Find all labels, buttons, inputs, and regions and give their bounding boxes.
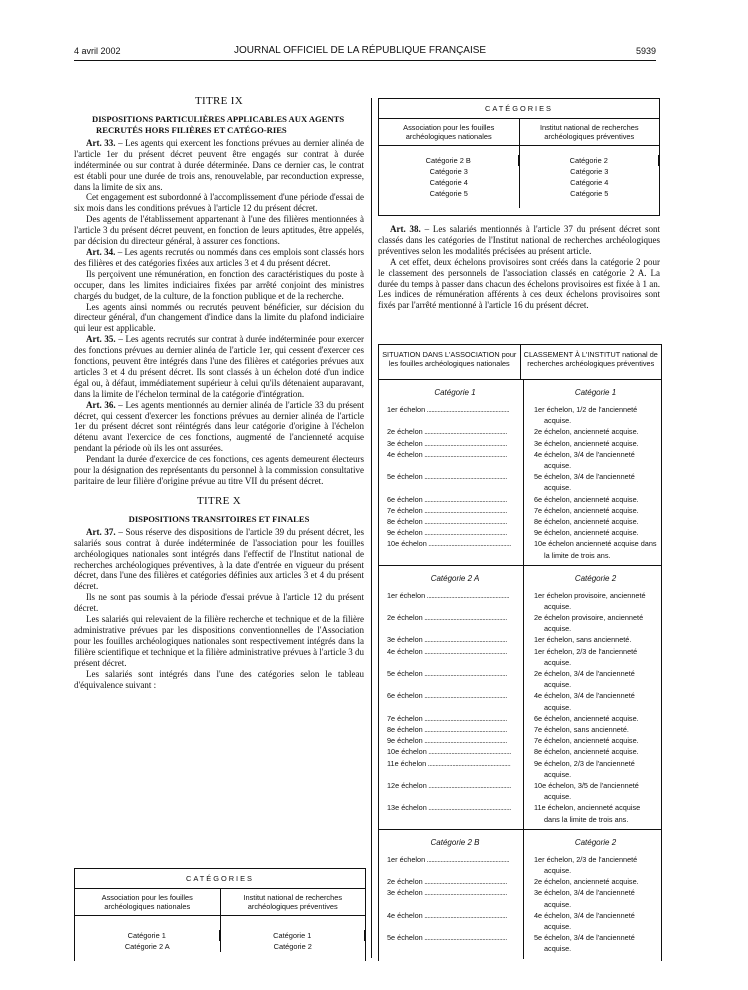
category-value: Catégorie 4 [570, 178, 609, 187]
echelon-section [379, 566, 661, 830]
classement-column [524, 566, 661, 829]
echelon-label: 3e échelon ..... [387, 634, 523, 645]
left-paragraphs-2 [74, 527, 364, 691]
echelon-table [378, 344, 662, 961]
paragraph: Les salariés sont intégrés dans l'une des catégories selon le tableau d'équivalence suivant : [74, 668, 364, 690]
classement-text: 6e échelon, ancienneté acquise. [534, 713, 639, 723]
categories-table-bottom [74, 868, 366, 961]
classement-text: 2e échelon, ancienneté acquise. [534, 427, 639, 437]
echelon-label: 6e échelon ..... [387, 494, 523, 505]
classement-text: 10e échelon, 3/5 de l'ancienneté acquise. [534, 780, 639, 802]
echelon-label: 13e échelon ..... [387, 802, 523, 824]
column-header-right: CLASSEMENT À L'INSTITUT national de recherches archéologiques préventives [523, 350, 658, 368]
category-value: Catégorie 1 [221, 930, 366, 941]
classement-text: 1er échelon, sans ancienneté. [534, 635, 632, 645]
column-values-left [75, 916, 221, 952]
classement-text: 1er échelon, 2/3 de l'ancienneté acquise. [534, 854, 638, 875]
classement-column [524, 380, 661, 565]
category-value: Catégorie 1 [75, 930, 220, 941]
echelon-label: 2e échelon ..... [387, 876, 523, 887]
paragraph: Art. 33. – Les agents qui exercent les fonctions prévues au dernier alinéa de l'article 1er du présent décret peuvent être engagés sur contrat à durée indéterminée ou sur contrat à durée déterminée. Dans ce dernier cas, le contrat est établi pour une durée de trois ans, renouvelable, par reconduction expresse, dans la limite de six ans. [74, 137, 364, 192]
column-header-left: SITUATION DANS L'ASSOCIATION pour les fouilles archéologiques nationales [379, 345, 521, 379]
echelon-label: 6e échelon ..... [387, 690, 523, 712]
article-number: Art. 37. [86, 526, 116, 537]
column-values-right [221, 916, 366, 952]
echelon-label: 4e échelon ..... [387, 910, 523, 932]
heading-titre-10: DISPOSITIONS TRANSITOIRES ET FINALES [128, 513, 310, 524]
header-page-number: 5939 [635, 46, 656, 56]
header-rule [74, 60, 656, 61]
paragraph: Ils perçoivent une rémunération, en fonction des caractéristiques du poste à occuper, dans les limites indiciaires fixées par arrêté conjoint des ministres chargés du budget, de la culture, de la fonction publique et de la recherche. [74, 268, 364, 301]
echelon-label: 2e échelon ..... [387, 612, 523, 634]
echelon-label: 10e échelon ..... [387, 538, 523, 560]
article-number: Art. 33. [86, 137, 116, 148]
paragraph: Art. 34. – Les agents recrutés ou nommés dans ces emplois sont classés hors des filières et des catégories fixées aux articles 3 et 4 du présent décret. [74, 246, 364, 268]
paragraph: Les salariés qui relevaient de la filière recherche et technique et de la filière administrative prévues par les dispositions conventionnelles de l'Association pour les fouilles archéologiques nationales sont respectivement intégrés dans la filière scientifique et technique et la filière administrative prévues à l'article 3 du présent décret. [74, 614, 364, 668]
classement-column [524, 830, 661, 959]
titre-9: TITRE IX [195, 95, 243, 107]
category-value: Catégorie 5 [429, 189, 468, 198]
classement-text: 6e échelon, ancienneté acquise. [534, 494, 639, 504]
echelon-section [379, 380, 661, 566]
echelon-label: 5e échelon ..... [387, 471, 523, 493]
paragraph: A cet effet, deux échelons provisoires sont créés dans la catégorie 2 pour le classement des personnels de l'association classés en catégorie 2 A. La durée du temps à passer dans chacun des échelons provisoires est fixée à 1 an. Les indices de rémunération afférents à ces deux échelons provisoires sont fixés par l'arrêté mentionné à l'article 16 du présent décret. [378, 256, 660, 311]
classement-text: 1er échelon provisoire, ancienneté acquise. [534, 590, 646, 611]
echelon-label: 2e échelon ..... [387, 426, 523, 437]
category-label: Catégorie 2 [574, 837, 617, 847]
classement-text: 3e échelon, 3/4 de l'ancienneté acquise. [534, 888, 635, 909]
situation-column [379, 380, 524, 565]
category-label: Catégorie 2 B [430, 837, 480, 847]
header-date: 4 avril 2002 [74, 46, 121, 56]
category-value: Catégorie 2 [273, 942, 312, 951]
paragraph: Art. 35. – Les agents recrutés sur contrat à durée indéterminée pour exercer des fonctions prévues au dernier alinéa de l'article 1er, qui cessent d'exercer ces fonctions, peuvent être intégrés dans l'une des filières et catégories prévues aux articles 3 et 4 du présent décret. Ils sont classés à un échelon doté d'un indice égal ou, à défaut, immédiatement supérieur à celui qu'ils détenaient auparavant, dans la limite de l'échelon terminal de la catégorie d'intégration. [74, 334, 364, 399]
echelon-label: 1er échelon ..... [387, 590, 523, 612]
echelon-label: 7e échelon ..... [387, 713, 523, 724]
echelon-label: 8e échelon ..... [387, 516, 523, 527]
classement-text: 5e échelon, 3/4 de l'ancienneté acquise. [534, 472, 635, 493]
category-value: Catégorie 2 [520, 155, 660, 166]
header-title: JOURNAL OFFICIEL DE LA RÉPUBLIQUE FRANÇAISE [234, 45, 487, 56]
echelon-label: 9e échelon ..... [387, 735, 523, 746]
echelon-sections [379, 380, 661, 959]
echelon-label: 8e échelon ..... [387, 724, 523, 735]
paragraph: Ils ne sont pas soumis à la période d'essai prévue à l'article 12 du présent décret. [74, 592, 364, 614]
situation-column [379, 566, 524, 829]
category-label: Catégorie 2 [574, 573, 617, 583]
classement-text: 1er échelon, 2/3 de l'ancienneté acquise. [534, 646, 638, 667]
paragraph: Les agents ainsi nommés ou recrutés peuvent bénéficier, sur décision du directeur général, d'un changement d'indice dans la limite du plafond indiciaire qui leur est applicable. [74, 301, 364, 334]
category-value: Catégorie 2 A [124, 942, 170, 951]
classement-text: 10e échelon ancienneté acquise dans la limite de trois ans. [534, 539, 657, 560]
article-number: Art. 34. [86, 246, 116, 257]
classement-text: 11e échelon, ancienneté acquise dans la limite de trois ans. [534, 803, 641, 824]
paragraph: Pendant la durée d'exercice de ces fonctions, ces agents demeurent électeurs pour la désignation des représentants du personnel à la commission consultative paritaire de leur filière d'origine prévue au titre VII du présent décret. [74, 454, 364, 486]
classement-text: 7e échelon, ancienneté acquise. [534, 505, 639, 515]
titre-10: TITRE X [197, 494, 241, 507]
left-column [74, 96, 364, 690]
right-column [378, 224, 660, 311]
echelon-label: 10e échelon ..... [387, 746, 523, 757]
article-number: Art. 35. [86, 334, 116, 345]
paragraph: Art. 37. – Sous réserve des dispositions de l'article 39 du présent décret, les salariés sous contrat à durée indéterminée de l'association pour les fouilles archéologiques nationales sont intégrés dans l'effectif de l'Institut national de recherches archéologiques préventives, à la date d'entrée en vigueur du présent décret, dans l'une des filières et catégories définies aux articles 3 et 4 du présent décret. [74, 526, 365, 592]
column-header-right: Institut national de recherches archéologiques préventives [539, 123, 639, 141]
classement-text: 1er échelon, 1/2 de l'ancienneté acquise. [534, 405, 638, 426]
left-paragraphs-1 [74, 138, 364, 487]
paragraph: Art. 38. – Les salariés mentionnés à l'article 37 du présent décret sont classés dans les catégories de l'Institut national de recherches archéologiques préventives selon les modalités précisées au présent article. [378, 224, 660, 256]
column-header-left: Association pour les fouilles archéologiques nationales [75, 889, 221, 915]
classement-text: 4e échelon, 3/4 de l'ancienneté acquise. [534, 691, 635, 712]
situation-column [379, 830, 524, 959]
echelon-label: 4e échelon ..... [387, 449, 523, 471]
classement-text: 2e échelon, 3/4 de l'ancienneté acquise. [534, 669, 635, 690]
category-value: Catégorie 3 [429, 167, 468, 176]
classement-text: 8e échelon, ancienneté acquise. [534, 516, 639, 526]
column-header-right: Institut national de recherches archéologiques préventives [243, 893, 343, 911]
echelon-label: 3e échelon ..... [387, 887, 523, 909]
echelon-label: 12e échelon ..... [387, 780, 523, 802]
echelon-label: 3e échelon ..... [387, 438, 523, 449]
heading-titre-9: DISPOSITIONS PARTICULIÈRES APPLICABLES AUX AGENTS RECRUTÉS HORS FILIÈRES ET CATÉGO-RIES [92, 113, 345, 135]
echelon-label: 7e échelon ..... [387, 505, 523, 516]
column-values-left [379, 146, 520, 208]
category-label: Catégorie 1 [434, 388, 476, 397]
column-header-left: Association pour les fouilles archéologiques nationales [379, 119, 520, 145]
category-label: Catégorie 2 A [430, 573, 480, 583]
right-paragraphs [378, 224, 660, 311]
classement-text: 4e échelon, 3/4 de l'ancienneté acquise. [534, 910, 635, 931]
paragraph: Des agents de l'établissement appartenant à l'une des filières mentionnées à l'article 3 du présent décret peuvent, en fonction de leurs aptitudes, être appelés, par décision du directeur général, à assurer ces fonctions. [74, 214, 364, 247]
table-caption: CATÉGORIES [379, 99, 659, 119]
classement-text: 7e échelon, sans ancienneté. [534, 725, 629, 735]
echelon-label: 5e échelon ..... [387, 668, 523, 690]
article-number: Art. 36. [86, 399, 116, 410]
category-label: Catégorie 1 [574, 388, 617, 397]
column-values-right [520, 146, 660, 208]
paragraph: Art. 36. – Les agents mentionnés au dernier alinéa de l'article 33 du présent décret, qui cessent d'exercer les fonctions prévues au dernier alinéa de l'article 1er du présent décret sont réintégrés dans leur catégorie d'origine à l'échelon détenu avant l'exercice de ces fonctions, augmenté de l'ancienneté acquise pendant la période où ils les ont assurées. [74, 399, 364, 454]
classement-text: 4e échelon, 3/4 de l'ancienneté acquise. [534, 449, 635, 470]
classement-text: 8e échelon, ancienneté acquise. [534, 747, 639, 757]
table-caption: CATÉGORIES [75, 869, 365, 889]
category-value: Catégorie 3 [570, 167, 609, 176]
paragraph: Cet engagement est subordonné à l'accomplissement d'une période d'essai de six mois dans les conditions prévues à l'article 12 du présent décret. [74, 192, 364, 214]
categories-table-top [378, 98, 660, 216]
classement-text: 2e échelon provisoire, ancienneté acquise. [534, 613, 644, 634]
echelon-label: 5e échelon ..... [387, 932, 523, 954]
category-value: Catégorie 5 [570, 189, 609, 198]
classement-text: 9e échelon, ancienneté acquise. [534, 528, 639, 538]
echelon-label: 1er échelon ..... [387, 404, 523, 426]
echelon-label: 9e échelon ..... [387, 527, 523, 538]
classement-text: 5e échelon, 3/4 de l'ancienneté acquise. [534, 933, 635, 954]
classement-text: 9e échelon, 2/3 de l'ancienneté acquise. [534, 758, 635, 779]
category-value: Catégorie 4 [429, 178, 468, 187]
category-value: Catégorie 2 B [379, 155, 519, 166]
echelon-section [379, 830, 661, 959]
echelon-label: 4e échelon ..... [387, 646, 523, 668]
column-divider [371, 98, 372, 958]
article-number: Art. 38. [390, 224, 421, 234]
echelon-label: 1er échelon ..... [387, 854, 523, 876]
echelon-label: 11e échelon ..... [387, 758, 523, 780]
classement-text: 7e échelon, ancienneté acquise. [534, 736, 639, 746]
classement-text: 2e échelon, ancienneté acquise. [534, 877, 639, 887]
classement-text: 3e échelon, ancienneté acquise. [534, 438, 639, 448]
